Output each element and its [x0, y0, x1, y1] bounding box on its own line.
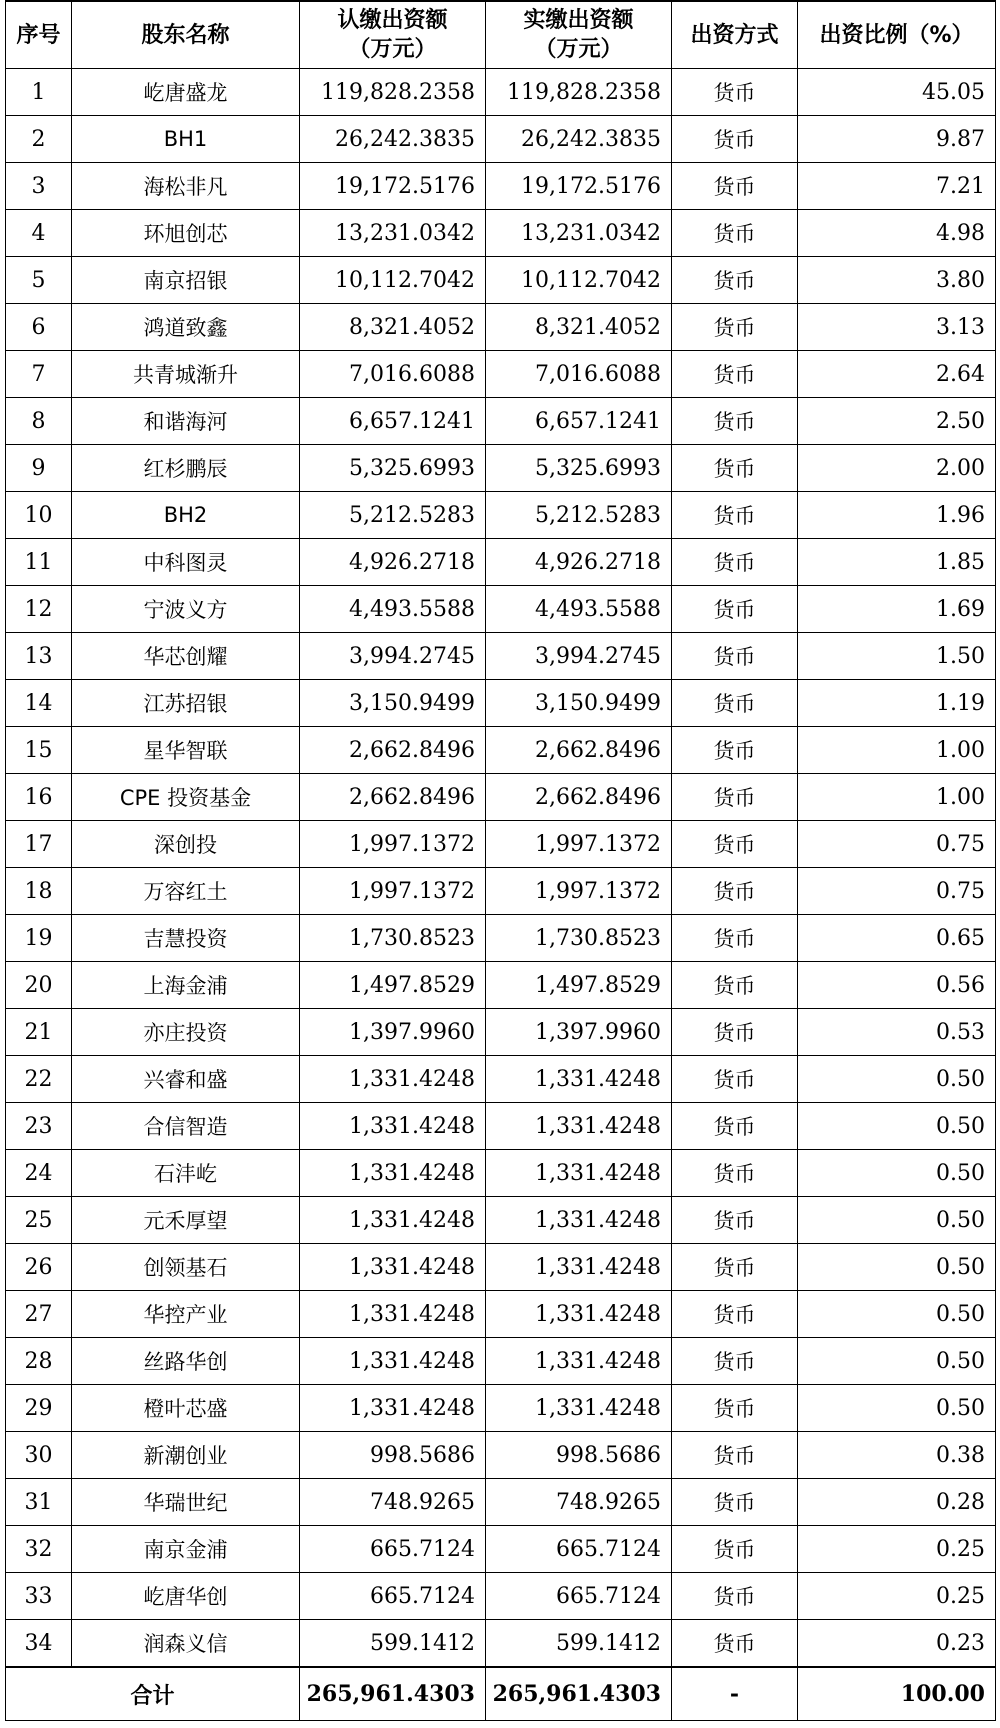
row-contribution-ratio: 2.64 [798, 351, 996, 398]
row-paid-capital: 1,331.4248 [486, 1197, 672, 1244]
row-contribution-method: 货币 [672, 210, 798, 257]
row-subscribed-capital: 19,172.5176 [300, 163, 486, 210]
row-contribution-ratio: 2.00 [798, 445, 996, 492]
row-shareholder-name: 星华智联 [72, 727, 300, 774]
row-paid-capital: 10,112.7042 [486, 257, 672, 304]
row-contribution-ratio: 0.75 [798, 821, 996, 868]
row-seq: 8 [6, 398, 72, 445]
row-contribution-ratio: 0.53 [798, 1009, 996, 1056]
table-row [6, 1103, 996, 1150]
row-shareholder-name: 中科图灵 [72, 539, 300, 586]
header-paid-line1: 实缴出资额 [523, 8, 634, 33]
table-row [6, 680, 996, 727]
row-shareholder-name: 红杉鹏辰 [72, 445, 300, 492]
row-subscribed-capital: 26,242.3835 [300, 116, 486, 163]
row-contribution-method: 货币 [672, 1009, 798, 1056]
table-row [6, 1338, 996, 1385]
table-row [6, 539, 996, 586]
row-seq: 24 [6, 1150, 72, 1197]
row-contribution-ratio: 2.50 [798, 398, 996, 445]
row-shareholder-name: 华瑞世纪 [72, 1479, 300, 1526]
header-subscribed-line1: 认缴出资额 [337, 8, 448, 33]
row-paid-capital: 599.1412 [486, 1620, 672, 1668]
table-footer [6, 1667, 996, 1721]
row-subscribed-capital: 665.7124 [300, 1526, 486, 1573]
row-paid-capital: 748.9265 [486, 1479, 672, 1526]
table-body [6, 69, 996, 1668]
row-contribution-method: 货币 [672, 257, 798, 304]
row-subscribed-capital: 1,331.4248 [300, 1338, 486, 1385]
row-contribution-method: 货币 [672, 915, 798, 962]
row-shareholder-name: 宁波义方 [72, 586, 300, 633]
row-paid-capital: 5,212.5283 [486, 492, 672, 539]
row-contribution-method: 货币 [672, 163, 798, 210]
row-shareholder-name: 创领基石 [72, 1244, 300, 1291]
total-row [6, 1667, 996, 1721]
row-subscribed-capital: 5,212.5283 [300, 492, 486, 539]
header-paid-line2: （万元） [534, 37, 623, 62]
row-contribution-method: 货币 [672, 539, 798, 586]
row-contribution-ratio: 0.50 [798, 1056, 996, 1103]
row-contribution-method: 货币 [672, 1150, 798, 1197]
row-shareholder-name: 南京金浦 [72, 1526, 300, 1573]
row-shareholder-name: 环旭创芯 [72, 210, 300, 257]
row-subscribed-capital: 1,331.4248 [300, 1150, 486, 1197]
row-shareholder-name: 鸿道致鑫 [72, 304, 300, 351]
total-method: - [672, 1667, 798, 1721]
table-row [6, 163, 996, 210]
row-paid-capital: 1,730.8523 [486, 915, 672, 962]
table-header [6, 1, 996, 69]
row-contribution-ratio: 9.87 [798, 116, 996, 163]
row-shareholder-name: 元禾厚望 [72, 1197, 300, 1244]
header-subscribed-line2: （万元） [348, 37, 437, 62]
table-row [6, 116, 996, 163]
row-contribution-method: 货币 [672, 69, 798, 116]
row-subscribed-capital: 2,662.8496 [300, 774, 486, 821]
row-shareholder-name: 吉慧投资 [72, 915, 300, 962]
row-shareholder-name: 石沣屹 [72, 1150, 300, 1197]
row-shareholder-name: 屹唐华创 [72, 1573, 300, 1620]
row-paid-capital: 8,321.4052 [486, 304, 672, 351]
row-seq: 32 [6, 1526, 72, 1573]
row-paid-capital: 1,997.1372 [486, 821, 672, 868]
row-seq: 23 [6, 1103, 72, 1150]
table-row [6, 727, 996, 774]
header-contribution-ratio: 出资比例（%） [798, 1, 996, 69]
row-seq: 28 [6, 1338, 72, 1385]
header-shareholder-name: 股东名称 [72, 1, 300, 69]
header-subscribed-capital [300, 1, 486, 69]
row-paid-capital: 1,331.4248 [486, 1385, 672, 1432]
row-shareholder-name: 深创投 [72, 821, 300, 868]
row-contribution-method: 货币 [672, 492, 798, 539]
table-row [6, 915, 996, 962]
row-paid-capital: 1,331.4248 [486, 1056, 672, 1103]
row-subscribed-capital: 1,730.8523 [300, 915, 486, 962]
row-paid-capital: 7,016.6088 [486, 351, 672, 398]
row-seq: 22 [6, 1056, 72, 1103]
row-contribution-ratio: 0.50 [798, 1150, 996, 1197]
row-contribution-ratio: 1.00 [798, 774, 996, 821]
row-subscribed-capital: 1,397.9960 [300, 1009, 486, 1056]
row-shareholder-name: 万容红土 [72, 868, 300, 915]
table-row [6, 492, 996, 539]
row-seq: 7 [6, 351, 72, 398]
row-contribution-method: 货币 [672, 351, 798, 398]
row-contribution-ratio: 1.69 [798, 586, 996, 633]
row-shareholder-name: 橙叶芯盛 [72, 1385, 300, 1432]
table-row [6, 1244, 996, 1291]
row-subscribed-capital: 6,657.1241 [300, 398, 486, 445]
row-subscribed-capital: 748.9265 [300, 1479, 486, 1526]
row-contribution-method: 货币 [672, 1620, 798, 1668]
row-seq: 29 [6, 1385, 72, 1432]
row-contribution-ratio: 1.96 [798, 492, 996, 539]
table-row [6, 398, 996, 445]
row-contribution-method: 货币 [672, 586, 798, 633]
row-seq: 16 [6, 774, 72, 821]
row-shareholder-name: CPE 投资基金 [72, 774, 300, 821]
row-seq: 26 [6, 1244, 72, 1291]
row-subscribed-capital: 3,994.2745 [300, 633, 486, 680]
row-contribution-method: 货币 [672, 1338, 798, 1385]
row-seq: 1 [6, 69, 72, 116]
row-contribution-ratio: 1.00 [798, 727, 996, 774]
row-contribution-ratio: 0.38 [798, 1432, 996, 1479]
table-row [6, 868, 996, 915]
row-seq: 13 [6, 633, 72, 680]
row-subscribed-capital: 2,662.8496 [300, 727, 486, 774]
row-paid-capital: 998.5686 [486, 1432, 672, 1479]
row-contribution-ratio: 7.21 [798, 163, 996, 210]
row-paid-capital: 5,325.6993 [486, 445, 672, 492]
row-shareholder-name: 亦庄投资 [72, 1009, 300, 1056]
row-seq: 27 [6, 1291, 72, 1338]
table-row [6, 1620, 996, 1668]
header-paid-capital [486, 1, 672, 69]
row-contribution-ratio: 1.19 [798, 680, 996, 727]
row-shareholder-name: 和谐海河 [72, 398, 300, 445]
row-contribution-ratio: 3.80 [798, 257, 996, 304]
row-seq: 31 [6, 1479, 72, 1526]
row-contribution-method: 货币 [672, 398, 798, 445]
row-subscribed-capital: 998.5686 [300, 1432, 486, 1479]
row-seq: 2 [6, 116, 72, 163]
row-contribution-ratio: 4.98 [798, 210, 996, 257]
table-row [6, 1385, 996, 1432]
row-contribution-method: 货币 [672, 1479, 798, 1526]
row-shareholder-name: 江苏招银 [72, 680, 300, 727]
row-paid-capital: 119,828.2358 [486, 69, 672, 116]
row-seq: 6 [6, 304, 72, 351]
row-contribution-ratio: 0.28 [798, 1479, 996, 1526]
table-row [6, 586, 996, 633]
table-row [6, 1056, 996, 1103]
row-shareholder-name: 新潮创业 [72, 1432, 300, 1479]
row-paid-capital: 665.7124 [486, 1526, 672, 1573]
row-seq: 12 [6, 586, 72, 633]
row-contribution-ratio: 1.50 [798, 633, 996, 680]
row-contribution-ratio: 45.05 [798, 69, 996, 116]
row-shareholder-name: 海松非凡 [72, 163, 300, 210]
table-row [6, 774, 996, 821]
table-row [6, 1526, 996, 1573]
row-shareholder-name: 南京招银 [72, 257, 300, 304]
row-seq: 21 [6, 1009, 72, 1056]
row-seq: 5 [6, 257, 72, 304]
total-ratio: 100.00 [798, 1667, 996, 1721]
row-subscribed-capital: 119,828.2358 [300, 69, 486, 116]
total-label: 合计 [6, 1667, 300, 1721]
table-row [6, 1573, 996, 1620]
table-row [6, 69, 996, 116]
header-contribution-method: 出资方式 [672, 1, 798, 69]
row-subscribed-capital: 5,325.6993 [300, 445, 486, 492]
row-seq: 33 [6, 1573, 72, 1620]
row-shareholder-name: 共青城渐升 [72, 351, 300, 398]
row-paid-capital: 1,497.8529 [486, 962, 672, 1009]
row-paid-capital: 1,997.1372 [486, 868, 672, 915]
row-shareholder-name: 兴睿和盛 [72, 1056, 300, 1103]
row-subscribed-capital: 7,016.6088 [300, 351, 486, 398]
row-subscribed-capital: 13,231.0342 [300, 210, 486, 257]
table-row [6, 821, 996, 868]
row-seq: 17 [6, 821, 72, 868]
row-contribution-method: 货币 [672, 1573, 798, 1620]
row-contribution-ratio: 0.25 [798, 1573, 996, 1620]
row-shareholder-name: 华芯创耀 [72, 633, 300, 680]
row-paid-capital: 26,242.3835 [486, 116, 672, 163]
row-seq: 34 [6, 1620, 72, 1668]
row-contribution-ratio: 0.50 [798, 1291, 996, 1338]
row-subscribed-capital: 599.1412 [300, 1620, 486, 1668]
row-subscribed-capital: 1,497.8529 [300, 962, 486, 1009]
row-contribution-ratio: 3.13 [798, 304, 996, 351]
row-seq: 15 [6, 727, 72, 774]
row-shareholder-name: 上海金浦 [72, 962, 300, 1009]
row-contribution-ratio: 0.25 [798, 1526, 996, 1573]
row-seq: 9 [6, 445, 72, 492]
row-subscribed-capital: 1,331.4248 [300, 1385, 486, 1432]
row-seq: 19 [6, 915, 72, 962]
row-subscribed-capital: 8,321.4052 [300, 304, 486, 351]
table-row [6, 351, 996, 398]
table-row [6, 1197, 996, 1244]
row-subscribed-capital: 665.7124 [300, 1573, 486, 1620]
row-subscribed-capital: 1,331.4248 [300, 1244, 486, 1291]
table-row [6, 210, 996, 257]
row-paid-capital: 4,926.2718 [486, 539, 672, 586]
row-contribution-ratio: 0.50 [798, 1244, 996, 1291]
row-contribution-ratio: 0.50 [798, 1338, 996, 1385]
row-contribution-ratio: 0.23 [798, 1620, 996, 1668]
row-shareholder-name: BH2 [72, 492, 300, 539]
row-seq: 11 [6, 539, 72, 586]
row-paid-capital: 2,662.8496 [486, 727, 672, 774]
total-subscribed: 265,961.4303 [300, 1667, 486, 1721]
row-paid-capital: 4,493.5588 [486, 586, 672, 633]
row-contribution-method: 货币 [672, 445, 798, 492]
row-subscribed-capital: 1,331.4248 [300, 1056, 486, 1103]
row-contribution-method: 货币 [672, 1197, 798, 1244]
row-subscribed-capital: 3,150.9499 [300, 680, 486, 727]
table-row [6, 257, 996, 304]
row-paid-capital: 1,331.4248 [486, 1338, 672, 1385]
row-subscribed-capital: 4,926.2718 [300, 539, 486, 586]
table-row [6, 1479, 996, 1526]
row-subscribed-capital: 4,493.5588 [300, 586, 486, 633]
table-row [6, 445, 996, 492]
table-row [6, 962, 996, 1009]
table-row [6, 1150, 996, 1197]
total-paid: 265,961.4303 [486, 1667, 672, 1721]
row-contribution-ratio: 0.50 [798, 1385, 996, 1432]
row-seq: 4 [6, 210, 72, 257]
row-seq: 30 [6, 1432, 72, 1479]
row-paid-capital: 665.7124 [486, 1573, 672, 1620]
row-subscribed-capital: 1,997.1372 [300, 868, 486, 915]
row-subscribed-capital: 1,331.4248 [300, 1197, 486, 1244]
shareholder-contribution-table [5, 0, 996, 1721]
row-contribution-method: 货币 [672, 1056, 798, 1103]
row-paid-capital: 13,231.0342 [486, 210, 672, 257]
table-row [6, 1432, 996, 1479]
row-paid-capital: 1,397.9960 [486, 1009, 672, 1056]
row-contribution-method: 货币 [672, 821, 798, 868]
row-shareholder-name: 华控产业 [72, 1291, 300, 1338]
row-paid-capital: 1,331.4248 [486, 1103, 672, 1150]
row-contribution-ratio: 0.56 [798, 962, 996, 1009]
row-contribution-method: 货币 [672, 1244, 798, 1291]
header-row [6, 1, 996, 69]
row-contribution-method: 货币 [672, 1432, 798, 1479]
row-shareholder-name: 润森义信 [72, 1620, 300, 1668]
row-shareholder-name: 丝路华创 [72, 1338, 300, 1385]
row-seq: 14 [6, 680, 72, 727]
row-paid-capital: 3,150.9499 [486, 680, 672, 727]
row-contribution-method: 货币 [672, 116, 798, 163]
row-shareholder-name: BH1 [72, 116, 300, 163]
row-paid-capital: 3,994.2745 [486, 633, 672, 680]
row-contribution-method: 货币 [672, 1526, 798, 1573]
row-contribution-method: 货币 [672, 868, 798, 915]
row-seq: 10 [6, 492, 72, 539]
row-contribution-ratio: 0.50 [798, 1197, 996, 1244]
table-row [6, 304, 996, 351]
row-subscribed-capital: 1,331.4248 [300, 1291, 486, 1338]
row-seq: 3 [6, 163, 72, 210]
header-seq: 序号 [6, 1, 72, 69]
row-contribution-method: 货币 [672, 962, 798, 1009]
table-row [6, 633, 996, 680]
row-contribution-ratio: 0.50 [798, 1103, 996, 1150]
row-contribution-method: 货币 [672, 1291, 798, 1338]
table-row [6, 1291, 996, 1338]
row-paid-capital: 6,657.1241 [486, 398, 672, 445]
row-contribution-method: 货币 [672, 304, 798, 351]
row-shareholder-name: 合信智造 [72, 1103, 300, 1150]
row-contribution-ratio: 0.65 [798, 915, 996, 962]
row-seq: 18 [6, 868, 72, 915]
row-seq: 20 [6, 962, 72, 1009]
row-paid-capital: 2,662.8496 [486, 774, 672, 821]
row-contribution-method: 货币 [672, 1385, 798, 1432]
row-contribution-ratio: 1.85 [798, 539, 996, 586]
row-paid-capital: 1,331.4248 [486, 1291, 672, 1338]
row-contribution-method: 货币 [672, 727, 798, 774]
row-paid-capital: 1,331.4248 [486, 1244, 672, 1291]
row-contribution-method: 货币 [672, 774, 798, 821]
row-contribution-method: 货币 [672, 633, 798, 680]
row-shareholder-name: 屹唐盛龙 [72, 69, 300, 116]
row-subscribed-capital: 10,112.7042 [300, 257, 486, 304]
row-seq: 25 [6, 1197, 72, 1244]
row-subscribed-capital: 1,997.1372 [300, 821, 486, 868]
row-paid-capital: 19,172.5176 [486, 163, 672, 210]
row-paid-capital: 1,331.4248 [486, 1150, 672, 1197]
row-contribution-method: 货币 [672, 1103, 798, 1150]
row-contribution-ratio: 0.75 [798, 868, 996, 915]
row-contribution-method: 货币 [672, 680, 798, 727]
row-subscribed-capital: 1,331.4248 [300, 1103, 486, 1150]
table-row [6, 1009, 996, 1056]
